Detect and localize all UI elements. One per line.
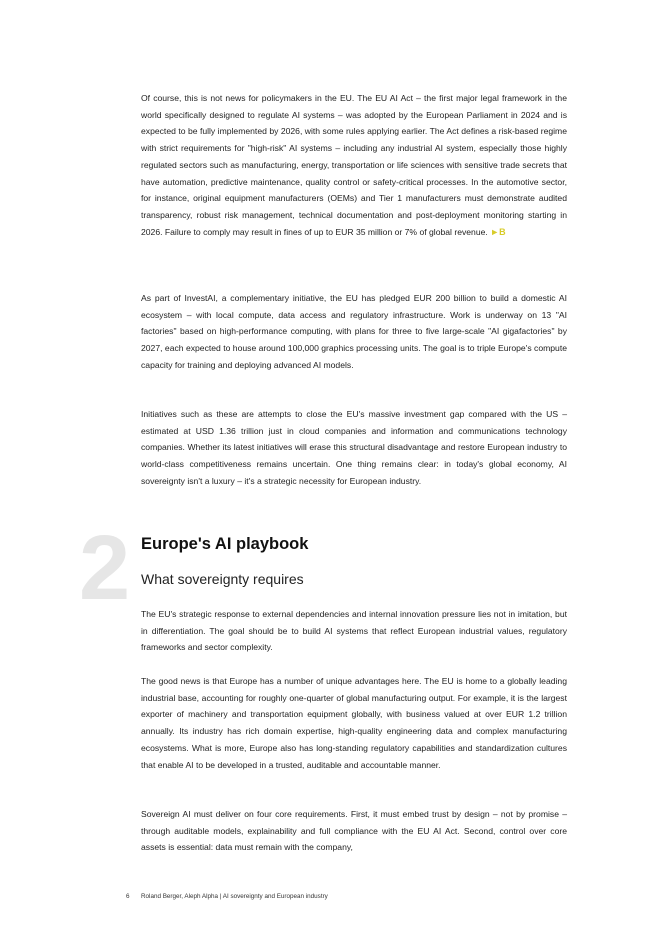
footer-text: Roland Berger, Aleph Alpha | AI sovereignty and European industry xyxy=(141,893,328,900)
paragraph-investai: As part of InvestAI, a complementary initiative, the EU has pledged EUR 200 billion to build a domestic AI ecosystem – with local compute, data access and regulatory infrastructure. Work is underway on 13 "AI factories" based on high-performance computing, with plans for three to five large-scale "AI gigafactories" by 2027, each expected to house around 100,000 graphics processing units. The goal is to triple Europe's compute capacity for training and deploying advanced AI models. xyxy=(141,293,567,370)
paragraph-unique-advantages: The good news is that Europe has a number of unique advantages here. The EU is home to a globally leading industrial base, accounting for roughly one-quarter of global manufacturing output. For example, it is the largest exporter of machinery and transportation equipment globally, with business valued at over EUR 1.2 trillion annually. Its industry has rich domain expertise, high-quality engineering data and complex manufacturing ecosystems. What is more, Europe also has long-standing regulatory capabilities and standardization cultures that enable AI to be developed in a trusted, auditable and accountable manner. xyxy=(141,676,567,770)
paragraph-investment-gap: Initiatives such as these are attempts to close the EU's massive investment gap compared with the US – estimated at USD 1.36 trillion just in cloud companies and information and communications technology companies. Whether its latest initiatives will erase this structural disadvantage and restore European industry to world-class competitiveness remains uncertain. One thing remains clear: in today's global economy, AI sovereignty isn't a luxury – it's a strategic necessity for European industry. xyxy=(141,409,567,486)
section-title: Europe's AI playbook xyxy=(141,535,309,553)
section-subtitle: What sovereignty requires xyxy=(141,571,304,587)
paragraph-core-requirements: Sovereign AI must deliver on four core requirements. First, it must embed trust by design – not by promise – through auditable models, explainability and full compliance with the EU AI Act. Second, control over core assets is essential: data must remain with the company, xyxy=(141,809,567,853)
page-footer xyxy=(126,893,328,900)
paragraph-ai-act-text: Of course, this is not news for policymakers in the EU. The EU AI Act – the first major legal framework in the world specifically designed to regulate AI systems – was adopted by the European Parliament in 2024 and is expected to be fully implemented by 2026, with some rules applying earlier. The Act defines a risk-based regime with strict requirements for "high-risk" AI systems – including any industrial AI system, especially those highly regulated sectors such as manufacturing, energy, transportation or life sciences with sensitive trade secrets that have automation, predictive maintenance, quality control or safety-critical processes. In the automotive sector, for instance, original equipment manufacturers (OEMs) and Tier 1 manufacturers must demonstrate audited transparency, robust risk management, technical documentation and post-deployment monitoring starting in 2026. Failure to comply may result in fines of up to EUR 35 million or 7% of global revenue. xyxy=(141,93,567,237)
chapter-number: 2 xyxy=(79,517,129,619)
paragraph-ai-act xyxy=(141,90,567,240)
page-number: 6 xyxy=(126,893,130,900)
reference-marker-b[interactable]: ►B xyxy=(490,226,506,237)
paragraph-strategic-response: The EU's strategic response to external dependencies and internal innovation pressure lies not in imitation, but in differentiation. The goal should be to build AI systems that reflect European industrial values, regulatory frameworks and sector complexity. xyxy=(141,609,567,653)
